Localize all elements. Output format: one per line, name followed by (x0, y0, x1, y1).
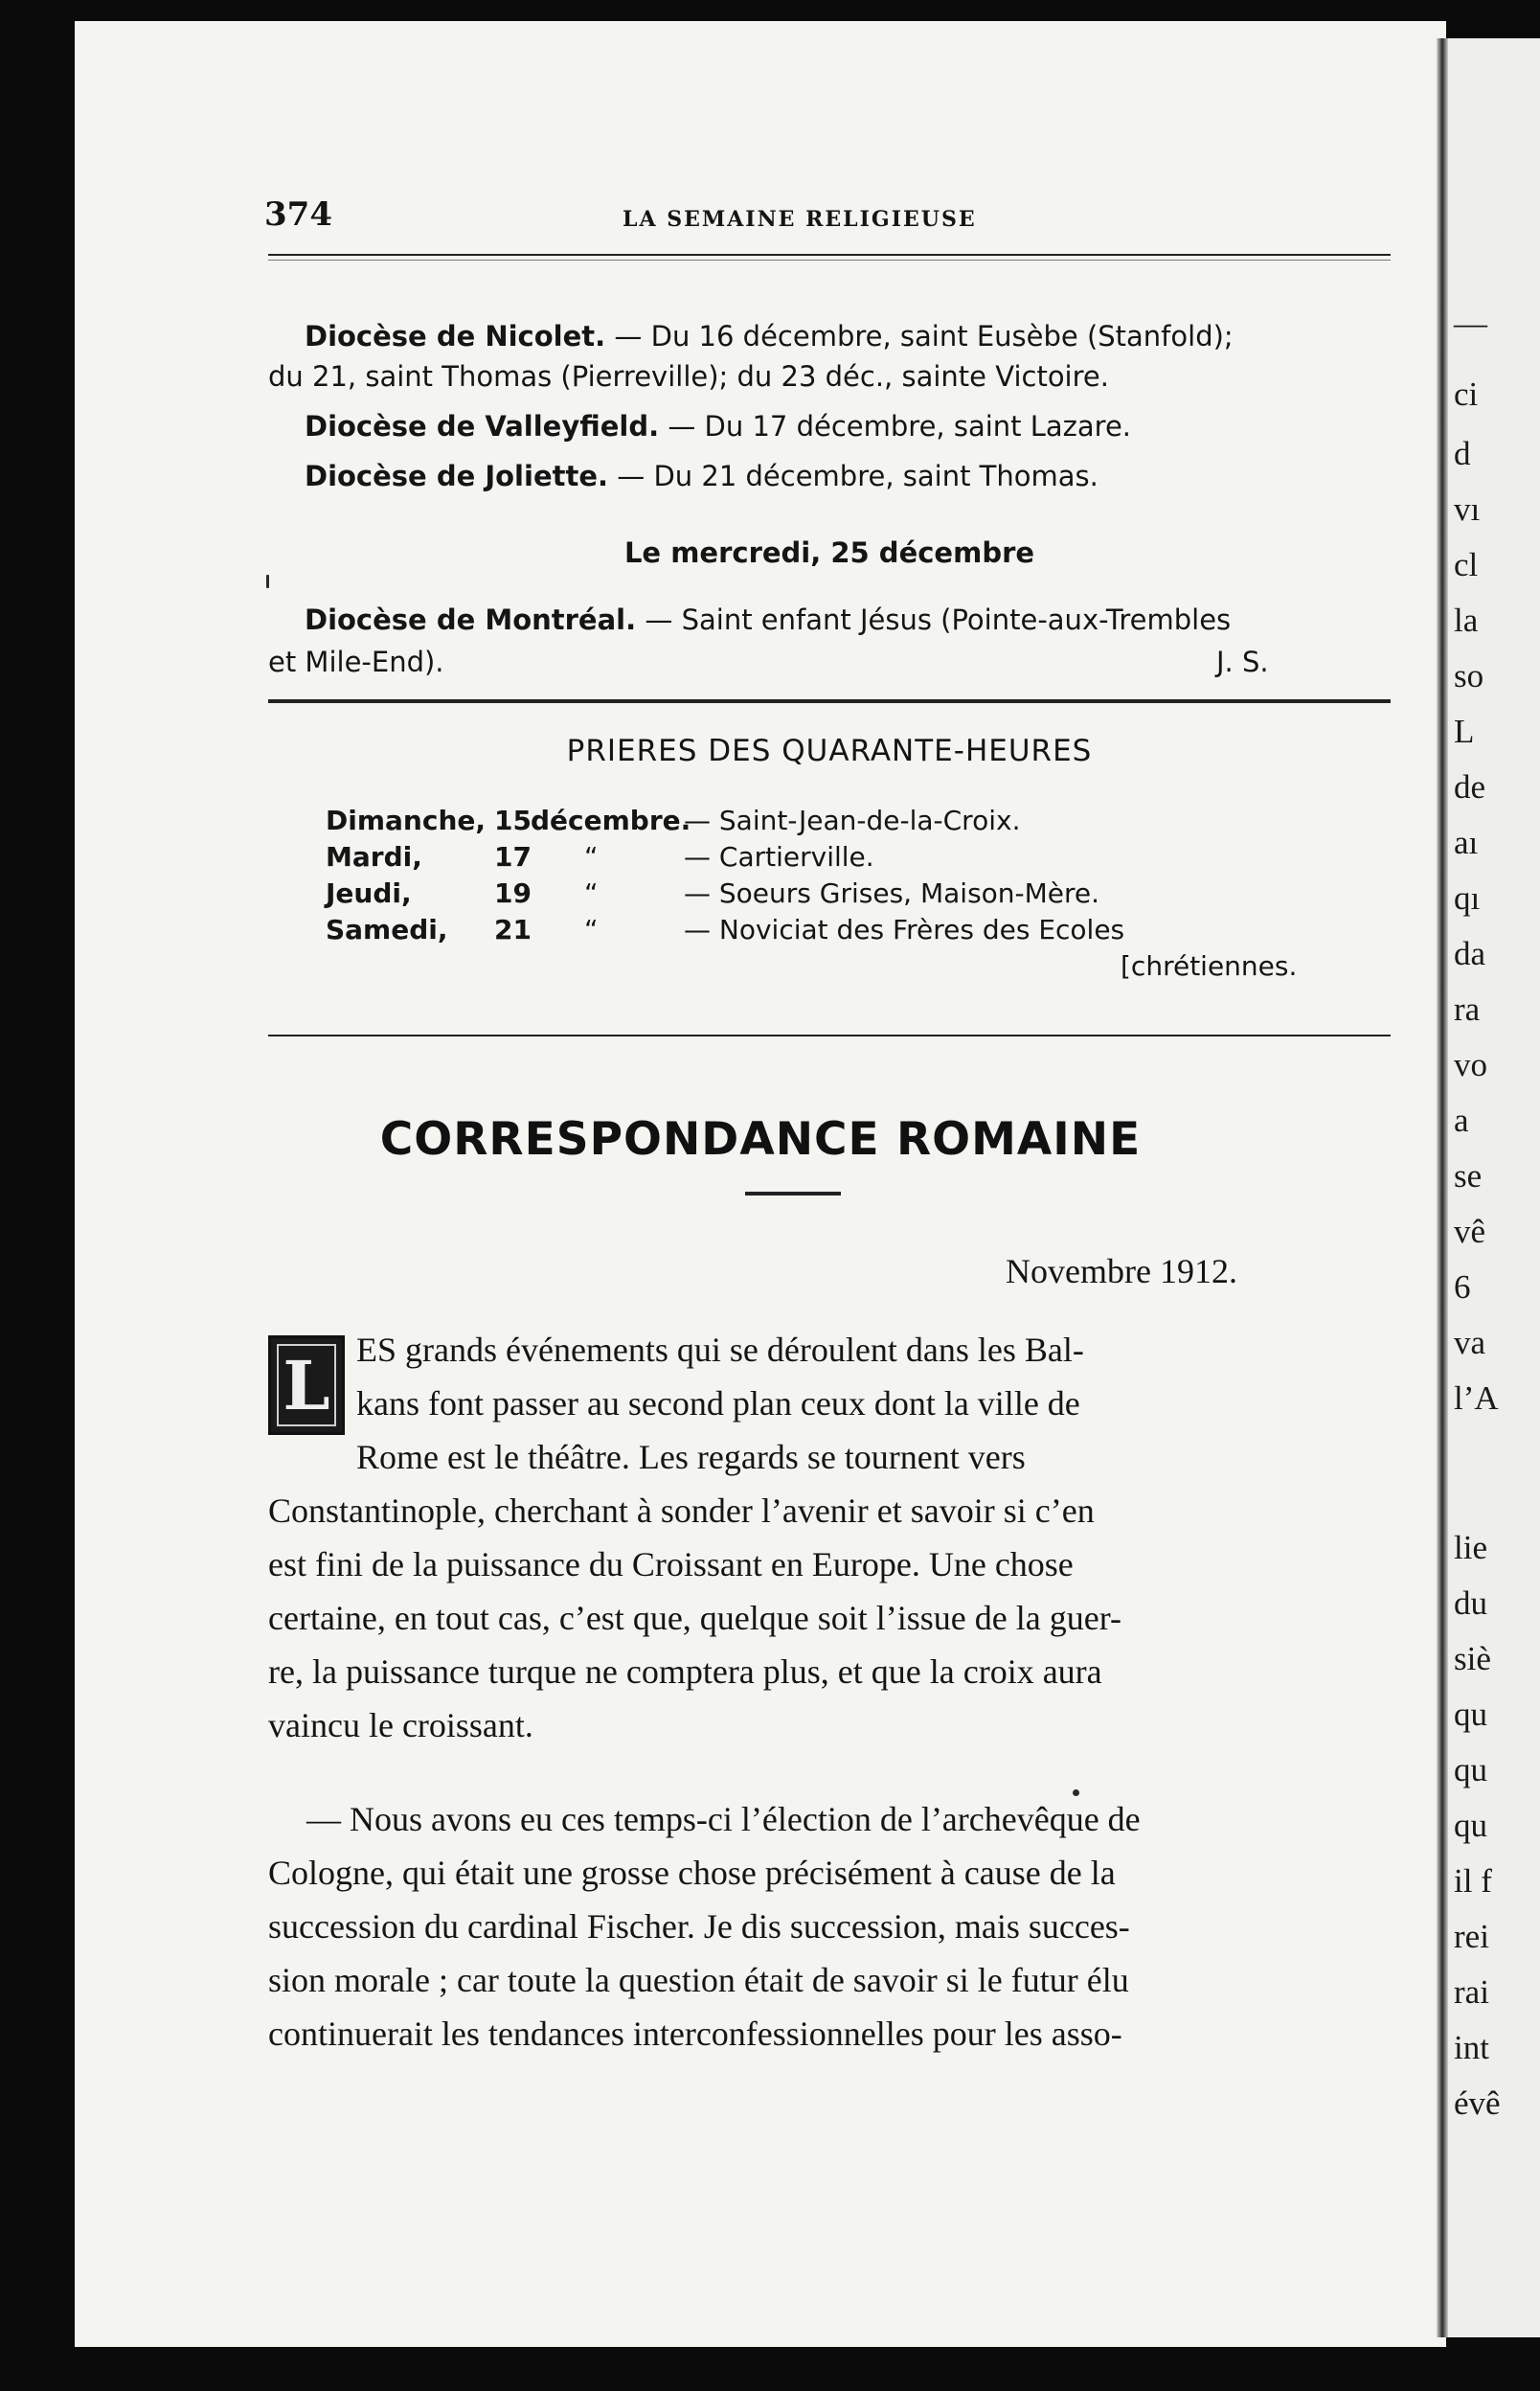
diocese-montreal-line2: et Mile-End). (268, 646, 444, 678)
paragraph-line: kans font passer au second plan ceux dont la ville de (356, 1384, 1080, 1423)
diocese-valleyfield-text: — Du 17 décembre, saint Lazare. (659, 410, 1132, 443)
facing-fragment: ci (1454, 376, 1479, 413)
facing-fragment: qu (1454, 1807, 1487, 1844)
facing-fragment: la (1454, 602, 1479, 639)
paragraph-line: succession du cardinal Fischer. Je dis succession, mais succes- (268, 1907, 1130, 1946)
page-gutter (1437, 38, 1448, 2337)
paragraph-line: sion morale ; car toute la question était de savoir si le futur élu (268, 1961, 1129, 1999)
place: — Soeurs Grises, Maison-Mère. (684, 877, 1100, 909)
facing-fragment: rai (1454, 1973, 1489, 2011)
dropcap-letter: L (277, 1344, 336, 1426)
scan-speck (1073, 1789, 1079, 1796)
paragraph-line: vaincu le croissant. (268, 1706, 533, 1744)
header-rule-shadow (268, 260, 1391, 261)
facing-fragment: so (1454, 657, 1484, 695)
facing-fragment: siè (1454, 1640, 1491, 1677)
facing-fragment: qu (1454, 1751, 1487, 1788)
paragraph-line: continuerait les tendances interconfessionnelles pour les asso- (268, 2015, 1122, 2053)
diocese-joliette (305, 460, 1098, 492)
facing-fragment: rei (1454, 1918, 1489, 1955)
place: — Saint-Jean-de-la-Croix. (684, 805, 1021, 836)
ditto-mark: “ (584, 877, 599, 909)
section-rule (268, 1035, 1391, 1036)
facing-fragment: du (1454, 1584, 1487, 1622)
facing-fragment: se (1454, 1157, 1483, 1195)
scan-speck (266, 575, 269, 588)
table-row (326, 914, 1389, 948)
facing-fragment: vê (1454, 1213, 1486, 1250)
facing-fragment: qı (1454, 879, 1481, 917)
table-row (326, 805, 1389, 839)
place: — Noviciat des Frères des Ecoles (684, 914, 1125, 945)
table-row-continuation: [chrétiennes. (1121, 950, 1298, 982)
title-underline (745, 1192, 841, 1196)
facing-fragment: da (1454, 935, 1486, 972)
facing-fragment: 6 (1454, 1268, 1471, 1306)
facing-page-strip (1446, 38, 1540, 2337)
facing-fragment: L (1454, 713, 1475, 750)
diocese-joliette-name: Diocèse de Joliette. (305, 460, 609, 492)
day-number: 15 (494, 805, 532, 836)
facing-fragment: ra (1454, 991, 1481, 1028)
day: Jeudi, (326, 877, 412, 909)
paragraph-line: ES grands événements qui se déroulent dans les Bal- (356, 1331, 1084, 1369)
paragraph-line: est fini de la puissance du Croissant en Europe. Une chose (268, 1545, 1074, 1583)
diocese-valleyfield (305, 410, 1131, 443)
facing-fragment: va (1454, 1324, 1486, 1361)
facing-fragment: aı (1454, 824, 1479, 861)
ditto-mark: “ (584, 914, 599, 945)
paragraph-line: Rome est le théâtre. Les regards se tournent vers (356, 1438, 1026, 1476)
running-title: LA SEMAINE RELIGIEUSE (623, 207, 977, 232)
wednesday-heading: Le mercredi, 25 décembre (623, 536, 1035, 569)
table-row (326, 877, 1389, 912)
diocese-montreal-line1 (305, 603, 1231, 636)
facing-fragment: lie (1454, 1529, 1487, 1566)
diocese-nicolet-line1 (305, 320, 1234, 353)
day-number: 21 (494, 914, 532, 945)
page-number: 374 (264, 195, 332, 234)
facing-fragment: a (1454, 1102, 1469, 1139)
diocese-joliette-text: — Du 21 décembre, saint Thomas. (608, 460, 1098, 492)
diocese-nicolet-name: Diocèse de Nicolet. (305, 320, 606, 353)
paragraph-line: Constantinople, cherchant à sonder l’avenir et savoir si c’en (268, 1492, 1095, 1530)
ditto-mark: “ (584, 841, 599, 873)
facing-fragment: vı (1454, 490, 1481, 528)
facing-fragment: évê (1454, 2084, 1501, 2122)
day: Samedi, (326, 914, 448, 945)
header-rule (268, 254, 1391, 256)
facing-fragment: il f (1454, 1862, 1492, 1900)
paragraph-line: Cologne, qui était une grosse chose précisément à cause de la (268, 1854, 1116, 1892)
month: décembre. (531, 805, 691, 836)
signature: J. S. (1216, 646, 1269, 678)
facing-fragment: cl (1454, 546, 1479, 583)
diocese-montreal-name: Diocèse de Montréal. (305, 603, 637, 636)
scanned-page (75, 21, 1446, 2347)
paragraph-line: — Nous avons eu ces temps-ci l’élection de l’archevêque de (306, 1800, 1141, 1838)
day-number: 17 (494, 841, 532, 873)
day: Mardi, (326, 841, 422, 873)
diocese-nicolet-text: — Du 16 décembre, saint Eusèbe (Stanfold); (605, 320, 1234, 353)
facing-fragment: d (1454, 435, 1471, 472)
facing-fragment: int (1454, 2029, 1489, 2066)
table-row (326, 841, 1389, 876)
section-rule (268, 699, 1391, 703)
diocese-montreal-text: — Saint enfant Jésus (Pointe-aux-Trembles (636, 603, 1232, 636)
day: Dimanche, (326, 805, 487, 836)
facing-fragment: — (1454, 305, 1487, 342)
place: — Cartierville. (684, 841, 874, 873)
facing-fragment: vo (1454, 1046, 1487, 1083)
diocese-valleyfield-name: Diocèse de Valleyfield. (305, 410, 660, 443)
article-title: CORRESPONDANCE ROMAINE (379, 1113, 1142, 1166)
paragraph-line: certaine, en tout cas, c’est que, quelque soit l’issue de la guer- (268, 1599, 1121, 1637)
quarante-heures-title: PRIERES DES QUARANTE-HEURES (566, 734, 1093, 768)
paragraph-line: re, la puissance turque ne comptera plus, et que la croix aura (268, 1652, 1102, 1691)
facing-fragment: de (1454, 768, 1486, 806)
dropcap-ornament (268, 1335, 345, 1435)
diocese-nicolet-line2: du 21, saint Thomas (Pierreville); du 23 déc., sainte Victoire. (268, 360, 1109, 393)
day-number: 19 (494, 877, 532, 909)
facing-fragment: l’A (1454, 1379, 1499, 1417)
article-date: Novembre 1912. (1006, 1252, 1237, 1290)
facing-fragment: qu (1454, 1696, 1487, 1733)
